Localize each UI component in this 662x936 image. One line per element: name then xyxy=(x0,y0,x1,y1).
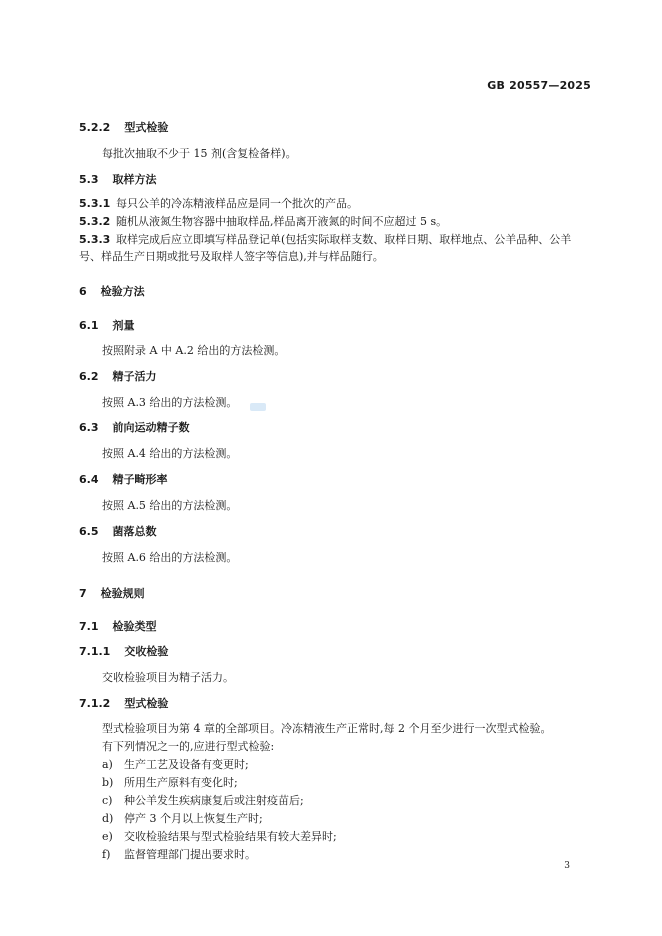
clause-5-3-3 xyxy=(79,231,571,247)
clause-number: 5.3.3 xyxy=(79,233,111,246)
heading-number: 7.1 xyxy=(79,620,99,633)
list-marker: d) xyxy=(102,812,114,825)
heading-title: 检验类型 xyxy=(112,620,157,633)
paragraph-7-1-2-cases: 有下列情况之一的,应进行型式检验: xyxy=(102,740,275,753)
watermark-mark xyxy=(250,403,266,411)
paragraph-7-1-2: 型式检验项目为第 4 章的全部项目。冷冻精液生产正常时,每 2 个月至少进行一次型式检验。 xyxy=(102,722,552,735)
heading-title: 检验规则 xyxy=(100,587,145,600)
list-text: 种公羊发生疾病康复后或注射疫苗后; xyxy=(124,794,304,807)
clause-text: 取样完成后应立即填写样品登记单(包括实际取样支数、取样日期、取样地点、公羊品种、公羊 xyxy=(116,233,572,246)
list-marker: b) xyxy=(102,776,114,789)
heading-number: 6.2 xyxy=(79,370,99,383)
heading-title: 精子活力 xyxy=(112,370,157,383)
heading-title: 前向运动精子数 xyxy=(112,421,190,434)
heading-number: 6 xyxy=(79,285,87,298)
heading-title: 取样方法 xyxy=(112,173,157,186)
heading-title: 型式检验 xyxy=(124,121,169,134)
list-item xyxy=(102,846,256,862)
paragraph-6-2: 按照 A.3 给出的方法检测。 xyxy=(102,396,238,409)
heading-number: 7.1.1 xyxy=(79,645,111,658)
heading-number: 7 xyxy=(79,587,87,600)
heading-7 xyxy=(79,585,145,601)
list-text: 生产工艺及设备有变更时; xyxy=(124,758,249,771)
clause-number: 5.3.2 xyxy=(79,215,111,228)
clause-5-3-1 xyxy=(79,195,358,211)
heading-number: 6.4 xyxy=(79,473,99,486)
heading-title: 检验方法 xyxy=(100,285,145,298)
clause-5-3-2 xyxy=(79,213,447,229)
heading-6-5 xyxy=(79,523,157,539)
paragraph-7-1-1: 交收检验项目为精子活力。 xyxy=(102,671,234,684)
heading-title: 菌落总数 xyxy=(112,525,157,538)
list-item xyxy=(102,774,238,790)
list-item xyxy=(102,792,304,808)
heading-6-3 xyxy=(79,419,190,435)
heading-5-3 xyxy=(79,171,157,187)
paragraph-6-1: 按照附录 A 中 A.2 给出的方法检测。 xyxy=(102,344,286,357)
list-item xyxy=(102,810,263,826)
heading-number: 6.3 xyxy=(79,421,99,434)
paragraph-5-2-2: 每批次抽取不少于 15 剂(含复检备样)。 xyxy=(102,147,297,160)
list-item xyxy=(102,828,337,844)
list-item xyxy=(102,756,249,772)
list-marker: f) xyxy=(102,848,111,861)
heading-number: 6.5 xyxy=(79,525,99,538)
heading-5-2-2 xyxy=(79,119,168,135)
heading-number: 5.2.2 xyxy=(79,121,111,134)
list-marker: c) xyxy=(102,794,113,807)
list-marker: e) xyxy=(102,830,113,843)
heading-7-1-2 xyxy=(79,695,168,711)
clause-number: 5.3.1 xyxy=(79,197,111,210)
paragraph-6-3: 按照 A.4 给出的方法检测。 xyxy=(102,447,238,460)
heading-title: 交收检验 xyxy=(124,645,169,658)
heading-6-2 xyxy=(79,368,157,384)
heading-6 xyxy=(79,283,145,299)
clause-text: 每只公羊的冷冻精液样品应是同一个批次的产品。 xyxy=(116,197,358,210)
list-text: 交收检验结果与型式检验结果有较大差异时; xyxy=(124,830,337,843)
list-marker: a) xyxy=(102,758,113,771)
heading-title: 精子畸形率 xyxy=(112,473,168,486)
heading-title: 型式检验 xyxy=(124,697,169,710)
list-text: 停产 3 个月以上恢复生产时; xyxy=(124,812,263,825)
heading-number: 6.1 xyxy=(79,319,99,332)
standard-code: GB 20557—2025 xyxy=(487,79,591,92)
heading-7-1-1 xyxy=(79,643,168,659)
page-number: 3 xyxy=(564,861,570,871)
paragraph-6-5: 按照 A.6 给出的方法检测。 xyxy=(102,551,238,564)
heading-number: 7.1.2 xyxy=(79,697,111,710)
heading-number: 5.3 xyxy=(79,173,99,186)
heading-6-1 xyxy=(79,317,135,333)
heading-6-4 xyxy=(79,471,168,487)
heading-title: 剂量 xyxy=(112,319,135,332)
heading-7-1 xyxy=(79,618,157,634)
list-text: 监督管理部门提出要求时。 xyxy=(124,848,256,861)
list-text: 所用生产原料有变化时; xyxy=(124,776,238,789)
paragraph-6-4: 按照 A.5 给出的方法检测。 xyxy=(102,499,238,512)
clause-5-3-3-continuation: 号、样品生产日期或批号及取样人签字等信息),并与样品随行。 xyxy=(79,250,384,263)
clause-text: 随机从液氮生物容器中抽取样品,样品离开液氮的时间不应超过 5 s。 xyxy=(116,215,448,228)
